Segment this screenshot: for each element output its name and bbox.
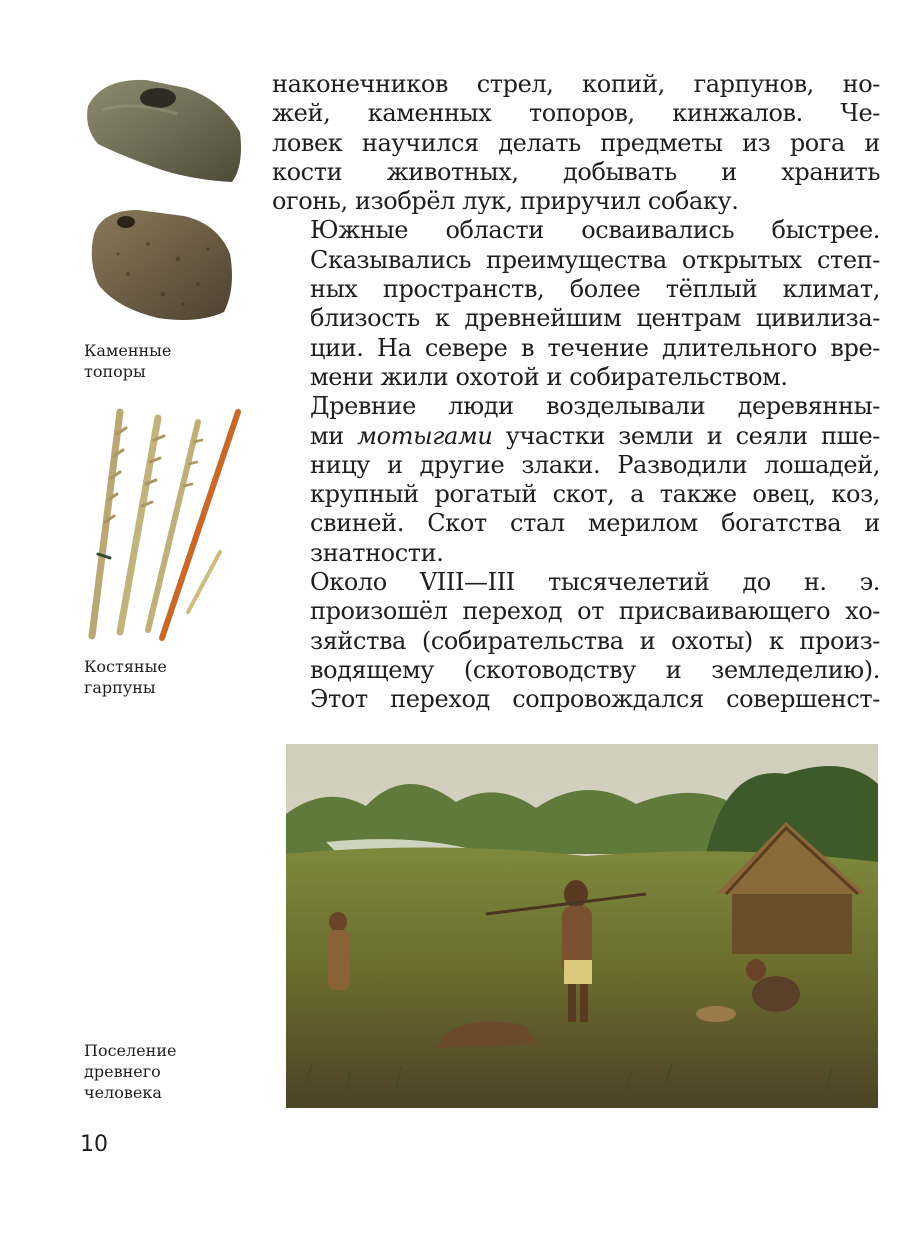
settlement-painting [286, 744, 878, 1108]
caption-bone-harpoons: Костяные гарпуны [84, 657, 167, 697]
paragraph-1: наконечников стрел, копий, гарпунов, но- жей, каменных топоров, кинжалов. Че- ловек научился делать предметы из рога и кости животных, добывать и хранить огонь, изобрёл лук, приручил собаку. [272, 70, 880, 216]
stone-axe-image-2 [88, 204, 236, 326]
caption-settlement: Поселение древнего человека [84, 1041, 177, 1102]
term-hoes: мотыгами [357, 421, 493, 450]
line-with-term: ми мотыгами участки земли и сеяли пше- [310, 421, 880, 450]
stone-axe-image-1 [82, 70, 246, 188]
main-text [272, 70, 880, 715]
bone-harpoons-image [84, 404, 244, 644]
paragraph-2: Южные области осваивались быстрее. Сказывались преимущества открытых степ- ных пространств, более тёплый климат, близость к древнейшим центрам цивилиза- ции. На севере в течение длительного вре- мени жили охотой и собирательством. [310, 216, 880, 391]
paragraph-3: Древние люди возделывали деревянны- ми мотыгами участки земли и сеяли пше- ницу и другие злаки. Разводили лошадей, крупный рогатый скот, а также овец, коз, свиней. Скот стал мерилом богатства и знатности. [272, 392, 880, 568]
caption-stone-axes: Каменные топоры [84, 341, 172, 381]
paragraph-4: Около VIII—III тысячелетий до н. э. произошёл переход от присваивающего хо- зяйства (собирательства и охоты) к произ- водящему (скотоводству и земледелию). Этот переход сопровождался совершенст- [310, 568, 880, 714]
page-number: 10 [80, 1132, 108, 1157]
